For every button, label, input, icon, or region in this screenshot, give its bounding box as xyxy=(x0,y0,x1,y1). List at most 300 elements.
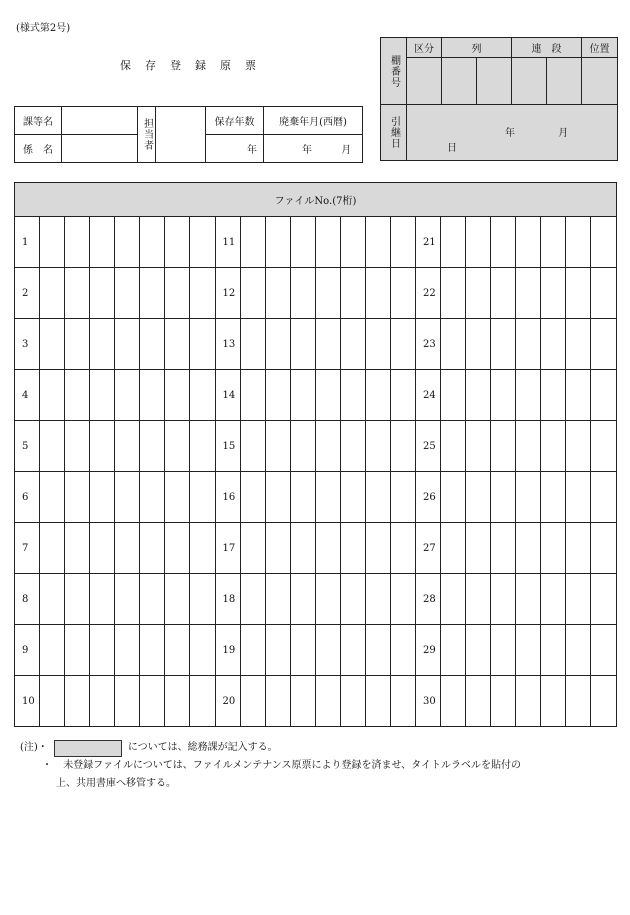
file-digit-cell[interactable] xyxy=(315,472,340,523)
file-digit-cell[interactable] xyxy=(65,421,90,472)
file-digit-cell[interactable] xyxy=(190,676,215,727)
file-digit-cell[interactable] xyxy=(441,574,466,625)
file-row-number: 27 xyxy=(416,523,441,574)
file-digit-cell[interactable] xyxy=(566,268,591,319)
file-digit-cell[interactable] xyxy=(390,268,415,319)
file-digit-cell[interactable] xyxy=(340,421,365,472)
file-digit-cell[interactable] xyxy=(466,625,491,676)
file-row-number: 20 xyxy=(215,676,240,727)
section-field[interactable] xyxy=(62,135,138,163)
grid-row xyxy=(15,625,617,676)
file-digit-cell[interactable] xyxy=(340,370,365,421)
file-row-number: 29 xyxy=(416,625,441,676)
file-digit-cell[interactable] xyxy=(340,523,365,574)
file-row-number: 22 xyxy=(416,268,441,319)
file-digit-cell[interactable] xyxy=(190,370,215,421)
date-year-unit: 年 xyxy=(505,128,515,139)
zone-field[interactable] xyxy=(407,58,442,105)
file-digit-cell[interactable] xyxy=(390,625,415,676)
file-digit-cell[interactable] xyxy=(541,268,566,319)
file-digit-cell[interactable] xyxy=(491,421,516,472)
file-digit-cell[interactable] xyxy=(115,523,140,574)
grid-row xyxy=(15,268,617,319)
file-digit-cell[interactable] xyxy=(40,319,65,370)
file-digit-cell[interactable] xyxy=(115,574,140,625)
file-row-number: 5 xyxy=(15,421,40,472)
file-row-number: 25 xyxy=(416,421,441,472)
file-row-number: 11 xyxy=(215,217,240,268)
year-unit: 年 xyxy=(247,145,257,156)
file-row-number: 30 xyxy=(416,676,441,727)
file-digit-cell[interactable] xyxy=(591,319,617,370)
file-digit-cell[interactable] xyxy=(140,370,165,421)
file-digit-cell[interactable] xyxy=(290,319,315,370)
file-digit-cell[interactable] xyxy=(516,421,541,472)
file-digit-cell[interactable] xyxy=(340,319,365,370)
file-digit-cell[interactable] xyxy=(466,268,491,319)
person-label: 担当者 xyxy=(141,118,153,151)
file-digit-cell[interactable] xyxy=(441,676,466,727)
file-digit-cell[interactable] xyxy=(591,523,617,574)
file-digit-cell[interactable] xyxy=(315,319,340,370)
shelf-label: 棚番号 xyxy=(388,54,400,88)
handover-label-cell xyxy=(381,105,407,161)
note-prefix: (注)・ xyxy=(20,742,48,753)
file-digit-cell[interactable] xyxy=(441,319,466,370)
file-digit-cell[interactable] xyxy=(491,217,516,268)
file-digit-cell[interactable] xyxy=(90,472,115,523)
row-label: 列 xyxy=(442,38,512,58)
file-row-number: 18 xyxy=(215,574,240,625)
file-digit-cell[interactable] xyxy=(390,472,415,523)
file-row-number: 1 xyxy=(15,217,40,268)
file-digit-cell[interactable] xyxy=(591,217,617,268)
file-digit-cell[interactable] xyxy=(566,574,591,625)
file-digit-cell[interactable] xyxy=(90,217,115,268)
file-digit-cell[interactable] xyxy=(90,319,115,370)
file-digit-cell[interactable] xyxy=(90,676,115,727)
file-digit-cell[interactable] xyxy=(390,574,415,625)
grid-row xyxy=(15,574,617,625)
file-digit-cell[interactable] xyxy=(466,574,491,625)
file-row-number: 21 xyxy=(416,217,441,268)
file-digit-cell[interactable] xyxy=(290,574,315,625)
shaded-legend-box xyxy=(54,740,122,757)
retention-field[interactable] xyxy=(206,135,264,163)
grid-row xyxy=(15,472,617,523)
file-digit-cell[interactable] xyxy=(390,676,415,727)
date-month-unit: 月 xyxy=(558,128,569,139)
handover-date-field[interactable] xyxy=(407,105,618,161)
grid-row xyxy=(15,676,617,727)
file-digit-cell[interactable] xyxy=(441,472,466,523)
file-digit-cell[interactable] xyxy=(340,574,365,625)
file-digit-cell[interactable] xyxy=(566,472,591,523)
file-digit-cell[interactable] xyxy=(240,319,265,370)
file-row-number: 15 xyxy=(215,421,240,472)
file-digit-cell[interactable] xyxy=(566,370,591,421)
file-row-number: 4 xyxy=(15,370,40,421)
title-char: 原 xyxy=(220,59,231,72)
file-row-number: 17 xyxy=(215,523,240,574)
section-label: 係 名 xyxy=(15,135,62,163)
file-digit-cell[interactable] xyxy=(115,625,140,676)
file-digit-cell[interactable] xyxy=(441,523,466,574)
file-digit-cell[interactable] xyxy=(541,217,566,268)
file-digit-cell[interactable] xyxy=(340,676,365,727)
file-digit-cell[interactable] xyxy=(165,574,190,625)
file-digit-cell[interactable] xyxy=(190,268,215,319)
file-digit-cell[interactable] xyxy=(365,574,390,625)
file-digit-cell[interactable] xyxy=(340,625,365,676)
file-digit-cell[interactable] xyxy=(265,625,290,676)
file-digit-cell[interactable] xyxy=(115,370,140,421)
file-digit-cell[interactable] xyxy=(441,421,466,472)
note-2-line-1: 未登録ファイルについては、ファイルメンテナンス原票により登録を済ませ、タイトルラベルを貼付の xyxy=(63,760,521,771)
file-row-number: 24 xyxy=(416,370,441,421)
file-digit-cell[interactable] xyxy=(365,676,390,727)
file-digit-cell[interactable] xyxy=(40,523,65,574)
title-char: 存 xyxy=(145,59,156,72)
file-digit-cell[interactable] xyxy=(240,625,265,676)
file-digit-cell[interactable] xyxy=(140,523,165,574)
file-digit-cell[interactable] xyxy=(591,421,617,472)
file-row-number: 8 xyxy=(15,574,40,625)
file-digit-cell[interactable] xyxy=(190,217,215,268)
file-digit-cell[interactable] xyxy=(65,676,90,727)
form-number: (様式第2号) xyxy=(16,23,71,34)
file-digit-cell[interactable] xyxy=(65,370,90,421)
file-digit-cell[interactable] xyxy=(365,625,390,676)
file-digit-cell[interactable] xyxy=(90,574,115,625)
position-field[interactable] xyxy=(582,58,618,105)
file-digit-cell[interactable] xyxy=(466,676,491,727)
file-digit-cell[interactable] xyxy=(140,268,165,319)
file-digit-cell[interactable] xyxy=(466,523,491,574)
file-row-number: 16 xyxy=(215,472,240,523)
file-digit-cell[interactable] xyxy=(40,217,65,268)
file-digit-cell[interactable] xyxy=(240,472,265,523)
disposal-year-unit: 年 xyxy=(302,145,312,156)
file-digit-cell[interactable] xyxy=(466,472,491,523)
file-digit-cell[interactable] xyxy=(290,268,315,319)
file-digit-cell[interactable] xyxy=(466,319,491,370)
file-digit-cell[interactable] xyxy=(115,676,140,727)
file-digit-cell[interactable] xyxy=(516,625,541,676)
file-digit-cell[interactable] xyxy=(40,625,65,676)
file-row-number: 9 xyxy=(15,625,40,676)
file-digit-cell[interactable] xyxy=(491,472,516,523)
date-day-unit: 日 xyxy=(447,143,457,154)
file-digit-cell[interactable] xyxy=(516,523,541,574)
file-digit-cell[interactable] xyxy=(240,370,265,421)
file-digit-cell[interactable] xyxy=(491,268,516,319)
file-digit-cell[interactable] xyxy=(290,676,315,727)
file-digit-cell[interactable] xyxy=(566,319,591,370)
file-digit-cell[interactable] xyxy=(90,370,115,421)
dept-field[interactable] xyxy=(62,107,138,135)
file-digit-cell[interactable] xyxy=(140,472,165,523)
file-digit-cell[interactable] xyxy=(340,268,365,319)
file-digit-cell[interactable] xyxy=(290,217,315,268)
file-digit-cell[interactable] xyxy=(165,370,190,421)
file-digit-cell[interactable] xyxy=(40,268,65,319)
file-row-number: 10 xyxy=(15,676,40,727)
file-digit-cell[interactable] xyxy=(240,217,265,268)
handover-label: 引継日 xyxy=(388,116,400,149)
file-digit-cell[interactable] xyxy=(115,268,140,319)
file-digit-cell[interactable] xyxy=(441,217,466,268)
file-digit-cell[interactable] xyxy=(65,523,90,574)
file-digit-cell[interactable] xyxy=(140,421,165,472)
file-digit-cell[interactable] xyxy=(290,625,315,676)
file-digit-cell[interactable] xyxy=(165,421,190,472)
file-digit-cell[interactable] xyxy=(441,625,466,676)
file-digit-cell[interactable] xyxy=(541,574,566,625)
title-char: 録 xyxy=(195,59,206,72)
file-digit-cell[interactable] xyxy=(265,676,290,727)
file-digit-cell[interactable] xyxy=(315,370,340,421)
file-digit-cell[interactable] xyxy=(240,523,265,574)
file-digit-cell[interactable] xyxy=(566,523,591,574)
file-digit-cell[interactable] xyxy=(165,472,190,523)
file-digit-cell[interactable] xyxy=(90,421,115,472)
file-digit-cell[interactable] xyxy=(40,676,65,727)
file-row-number: 12 xyxy=(215,268,240,319)
file-row-number: 2 xyxy=(15,268,40,319)
file-digit-cell[interactable] xyxy=(591,370,617,421)
file-digit-cell[interactable] xyxy=(290,370,315,421)
tier-field-1[interactable] xyxy=(512,58,547,105)
file-digit-cell[interactable] xyxy=(541,625,566,676)
file-digit-cell[interactable] xyxy=(491,319,516,370)
file-digit-cell[interactable] xyxy=(315,217,340,268)
form-title xyxy=(120,57,270,73)
file-digit-cell[interactable] xyxy=(240,676,265,727)
file-digit-cell[interactable] xyxy=(340,472,365,523)
file-digit-cell[interactable] xyxy=(516,217,541,268)
file-digit-cell[interactable] xyxy=(265,523,290,574)
file-digit-cell[interactable] xyxy=(290,421,315,472)
grid-row xyxy=(15,217,617,268)
title-char: 票 xyxy=(245,59,256,72)
file-digit-cell[interactable] xyxy=(190,574,215,625)
file-digit-cell[interactable] xyxy=(365,421,390,472)
file-row-number: 14 xyxy=(215,370,240,421)
file-digit-cell[interactable] xyxy=(140,217,165,268)
file-row-number: 23 xyxy=(416,319,441,370)
file-row-number: 6 xyxy=(15,472,40,523)
file-digit-cell[interactable] xyxy=(265,319,290,370)
person-field[interactable] xyxy=(156,107,206,163)
file-digit-cell[interactable] xyxy=(365,370,390,421)
file-digit-cell[interactable] xyxy=(90,625,115,676)
file-digit-cell[interactable] xyxy=(315,421,340,472)
file-digit-cell[interactable] xyxy=(265,574,290,625)
grid-row xyxy=(15,370,617,421)
disposal-label: 廃棄年月(西暦) xyxy=(264,107,363,135)
file-digit-cell[interactable] xyxy=(190,472,215,523)
file-digit-cell[interactable] xyxy=(591,676,617,727)
grid-row xyxy=(15,421,617,472)
file-digit-cell[interactable] xyxy=(40,574,65,625)
file-digit-cell[interactable] xyxy=(541,370,566,421)
file-digit-cell[interactable] xyxy=(65,268,90,319)
file-digit-cell[interactable] xyxy=(516,472,541,523)
file-digit-cell[interactable] xyxy=(591,574,617,625)
file-digit-cell[interactable] xyxy=(140,574,165,625)
dept-label: 課等名 xyxy=(15,107,62,135)
file-digit-cell[interactable] xyxy=(40,370,65,421)
file-digit-cell[interactable] xyxy=(315,574,340,625)
file-row-number: 19 xyxy=(215,625,240,676)
file-digit-cell[interactable] xyxy=(566,217,591,268)
file-digit-cell[interactable] xyxy=(40,421,65,472)
file-row-number: 7 xyxy=(15,523,40,574)
file-digit-cell[interactable] xyxy=(240,268,265,319)
file-digit-cell[interactable] xyxy=(390,421,415,472)
file-digit-cell[interactable] xyxy=(315,523,340,574)
file-digit-cell[interactable] xyxy=(365,319,390,370)
file-digit-cell[interactable] xyxy=(190,625,215,676)
file-digit-cell[interactable] xyxy=(265,421,290,472)
file-digit-cell[interactable] xyxy=(240,421,265,472)
file-digit-cell[interactable] xyxy=(190,421,215,472)
file-digit-cell[interactable] xyxy=(190,319,215,370)
file-digit-cell[interactable] xyxy=(115,472,140,523)
file-digit-cell[interactable] xyxy=(115,217,140,268)
file-digit-cell[interactable] xyxy=(390,370,415,421)
file-digit-cell[interactable] xyxy=(140,625,165,676)
file-row-number: 26 xyxy=(416,472,441,523)
file-digit-cell[interactable] xyxy=(516,574,541,625)
file-digit-cell[interactable] xyxy=(491,370,516,421)
file-digit-cell[interactable] xyxy=(466,217,491,268)
file-digit-cell[interactable] xyxy=(40,472,65,523)
file-row-number: 28 xyxy=(416,574,441,625)
note-2-continued: 上、共用書庫へ移管する。 xyxy=(56,778,176,789)
file-digit-cell[interactable] xyxy=(365,472,390,523)
file-digit-cell[interactable] xyxy=(591,268,617,319)
file-digit-cell[interactable] xyxy=(441,268,466,319)
file-digit-cell[interactable] xyxy=(340,217,365,268)
file-digit-cell[interactable] xyxy=(566,676,591,727)
disposal-field[interactable] xyxy=(264,135,363,163)
shelf-table xyxy=(380,37,618,161)
file-digit-cell[interactable] xyxy=(165,523,190,574)
person-label-cell xyxy=(138,107,156,163)
note-2 xyxy=(20,757,521,775)
tier-field-2[interactable] xyxy=(547,58,582,105)
file-digit-cell[interactable] xyxy=(165,319,190,370)
file-digit-cell[interactable] xyxy=(265,472,290,523)
file-digit-cell[interactable] xyxy=(390,217,415,268)
file-digit-cell[interactable] xyxy=(541,676,566,727)
tier-label: 連 段 xyxy=(512,38,582,58)
file-digit-cell[interactable] xyxy=(140,676,165,727)
file-digit-cell[interactable] xyxy=(165,676,190,727)
file-digit-cell[interactable] xyxy=(491,574,516,625)
file-digit-cell[interactable] xyxy=(365,523,390,574)
file-digit-cell[interactable] xyxy=(441,370,466,421)
file-digit-cell[interactable] xyxy=(315,268,340,319)
file-digit-cell[interactable] xyxy=(90,268,115,319)
file-number-header: ファイルNo.(7桁) xyxy=(15,183,617,217)
title-char: 保 xyxy=(120,59,131,72)
file-digit-cell[interactable] xyxy=(265,268,290,319)
file-digit-cell[interactable] xyxy=(165,268,190,319)
file-row-number: 13 xyxy=(215,319,240,370)
file-digit-cell[interactable] xyxy=(541,421,566,472)
file-digit-cell[interactable] xyxy=(165,217,190,268)
zone-label: 区分 xyxy=(407,38,442,58)
note-1 xyxy=(20,739,521,757)
file-digit-cell[interactable] xyxy=(265,217,290,268)
file-digit-cell[interactable] xyxy=(541,523,566,574)
file-digit-cell[interactable] xyxy=(541,472,566,523)
file-digit-cell[interactable] xyxy=(315,625,340,676)
file-digit-cell[interactable] xyxy=(65,574,90,625)
shelf-label-cell xyxy=(381,38,407,105)
file-digit-cell[interactable] xyxy=(390,523,415,574)
file-digit-cell[interactable] xyxy=(65,319,90,370)
file-digit-cell[interactable] xyxy=(491,676,516,727)
grid-row xyxy=(15,319,617,370)
file-digit-cell[interactable] xyxy=(115,319,140,370)
file-digit-cell[interactable] xyxy=(591,472,617,523)
file-digit-cell[interactable] xyxy=(516,370,541,421)
file-digit-cell[interactable] xyxy=(591,625,617,676)
title-char: 登 xyxy=(170,59,181,72)
file-digit-cell[interactable] xyxy=(365,268,390,319)
file-digit-cell[interactable] xyxy=(566,625,591,676)
file-digit-cell[interactable] xyxy=(240,574,265,625)
file-digit-cell[interactable] xyxy=(65,472,90,523)
retention-label: 保存年数 xyxy=(206,107,264,135)
file-digit-cell[interactable] xyxy=(90,523,115,574)
file-digit-cell[interactable] xyxy=(516,268,541,319)
file-digit-cell[interactable] xyxy=(541,319,566,370)
file-digit-cell[interactable] xyxy=(466,421,491,472)
file-digit-cell[interactable] xyxy=(290,523,315,574)
note-bullet: ・ xyxy=(42,760,52,771)
file-digit-cell[interactable] xyxy=(140,319,165,370)
file-digit-cell[interactable] xyxy=(315,676,340,727)
file-digit-cell[interactable] xyxy=(65,217,90,268)
file-digit-cell[interactable] xyxy=(566,421,591,472)
file-digit-cell[interactable] xyxy=(290,472,315,523)
file-digit-cell[interactable] xyxy=(365,217,390,268)
file-digit-cell[interactable] xyxy=(265,370,290,421)
file-digit-cell[interactable] xyxy=(491,523,516,574)
row-field-2[interactable] xyxy=(477,58,512,105)
notes xyxy=(20,739,521,793)
file-digit-cell[interactable] xyxy=(390,319,415,370)
file-digit-cell[interactable] xyxy=(466,370,491,421)
position-label: 位置 xyxy=(582,38,618,58)
file-digit-cell[interactable] xyxy=(516,676,541,727)
file-digit-cell[interactable] xyxy=(165,625,190,676)
file-digit-cell[interactable] xyxy=(516,319,541,370)
grid-row xyxy=(15,523,617,574)
disposal-month-unit: 月 xyxy=(341,145,352,156)
file-digit-cell[interactable] xyxy=(190,523,215,574)
file-digit-cell[interactable] xyxy=(491,625,516,676)
file-digit-cell[interactable] xyxy=(115,421,140,472)
file-digit-cell[interactable] xyxy=(65,625,90,676)
file-row-number: 3 xyxy=(15,319,40,370)
row-field-1[interactable] xyxy=(442,58,477,105)
